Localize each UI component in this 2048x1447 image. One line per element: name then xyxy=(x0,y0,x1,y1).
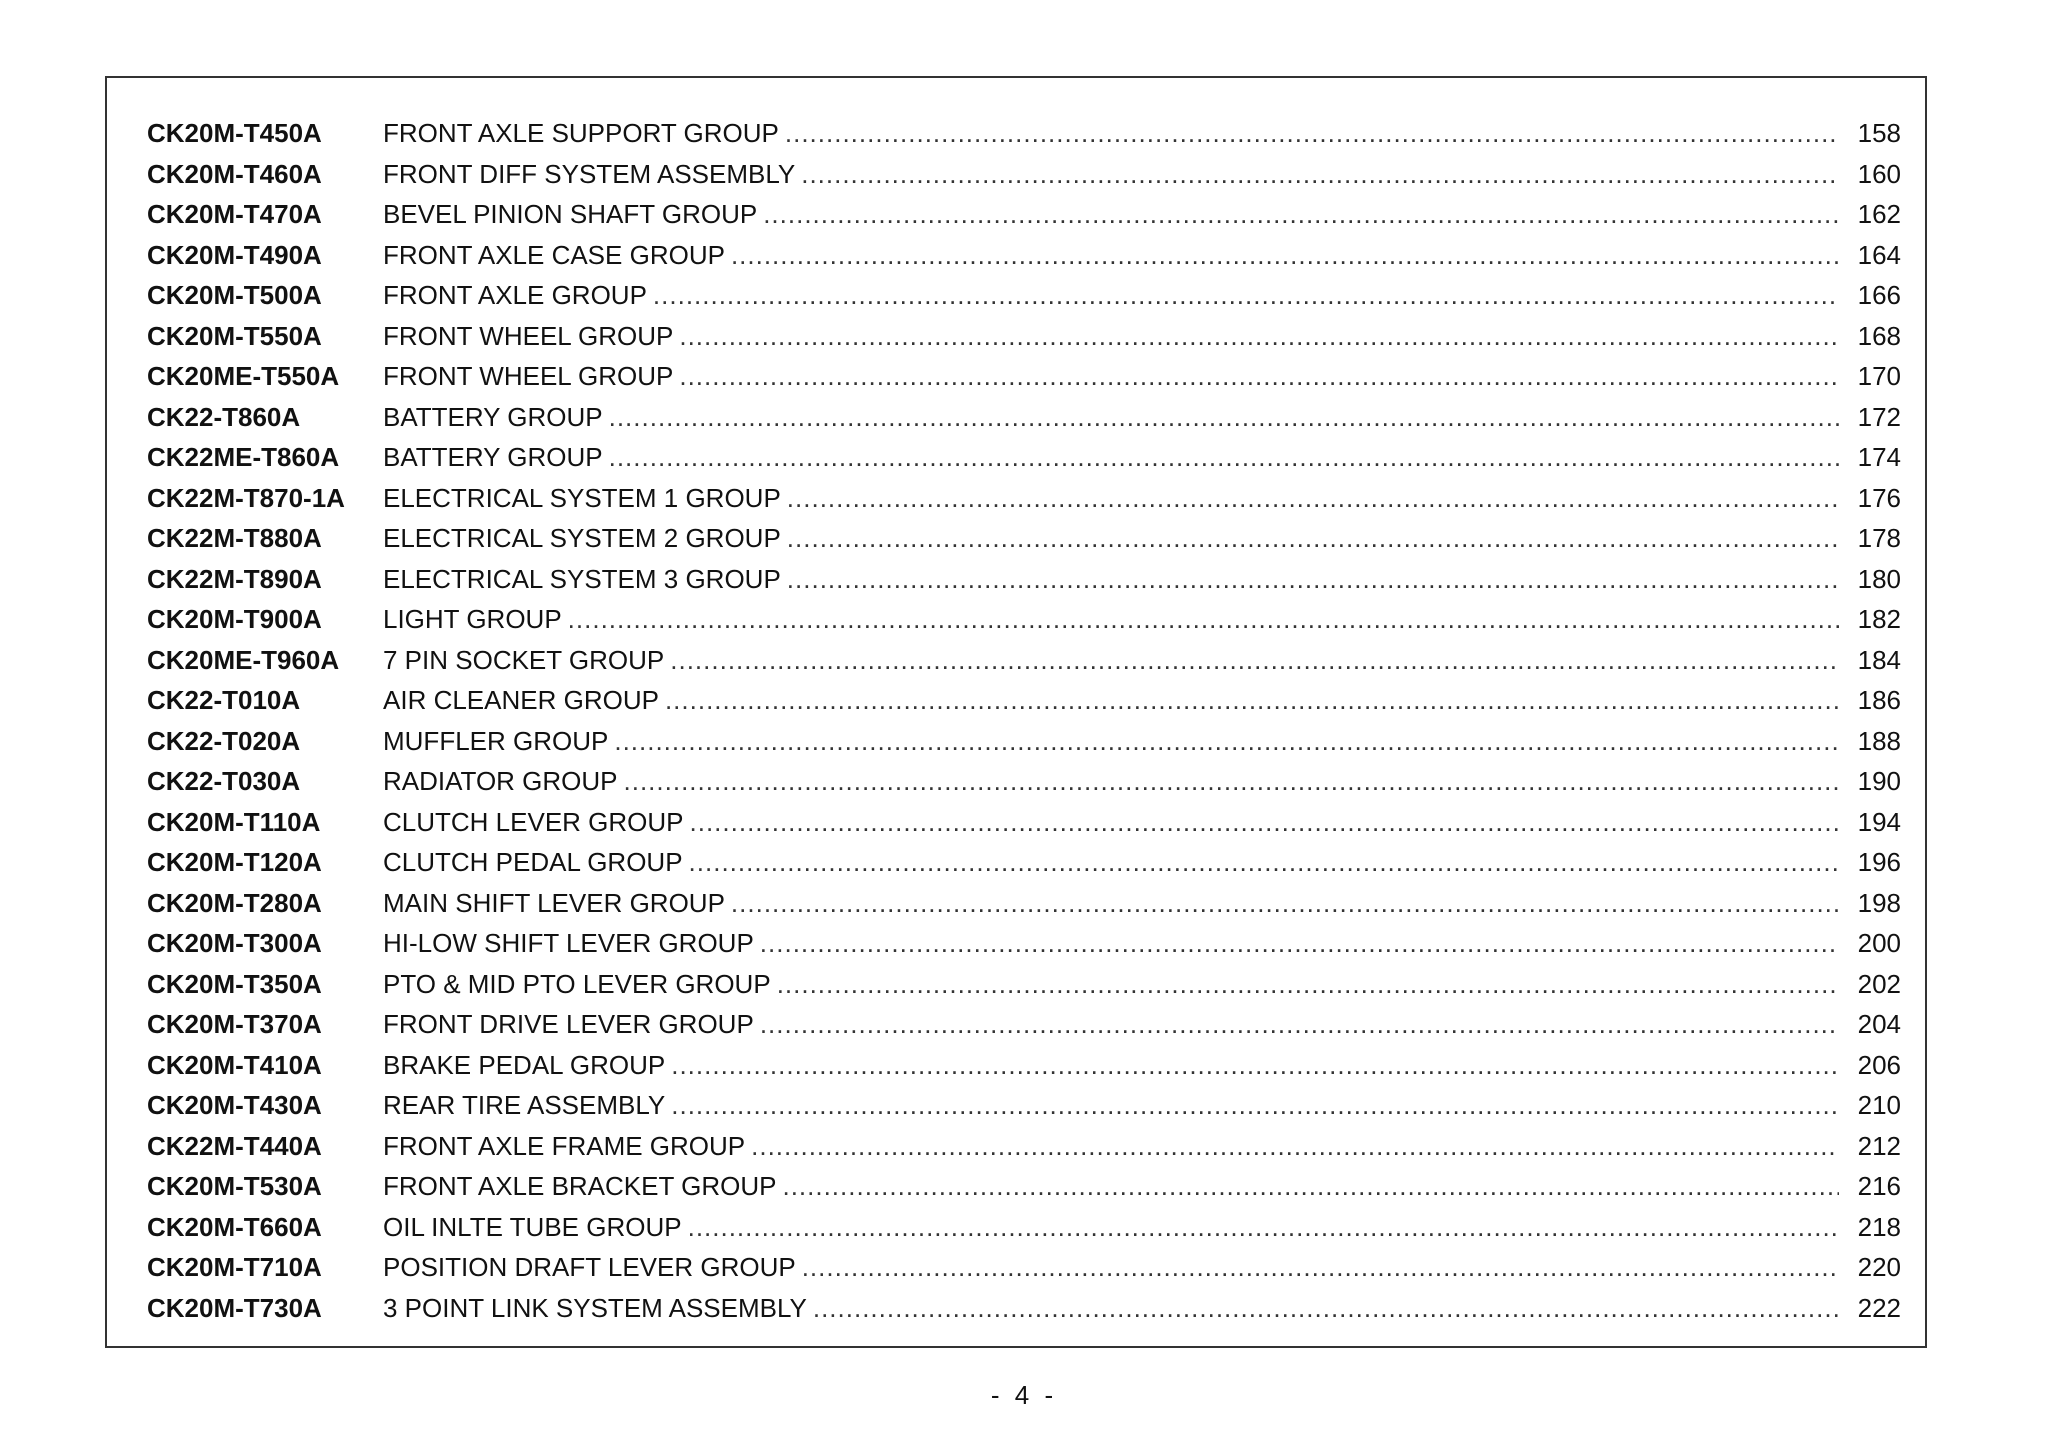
toc-entry[interactable] xyxy=(147,113,1901,154)
dot-leader xyxy=(813,1288,1839,1329)
toc-entry-page: 180 xyxy=(1857,563,1901,594)
toc-entry[interactable] xyxy=(147,1247,1901,1288)
toc-entry-page: 184 xyxy=(1857,644,1901,675)
toc-entry[interactable] xyxy=(147,883,1901,924)
dot-leader xyxy=(787,518,1839,559)
dot-leader xyxy=(688,1207,1839,1248)
dot-leader xyxy=(670,640,1839,681)
toc-entry-page: 204 xyxy=(1857,1009,1901,1039)
toc-entry-title: 3 POINT LINK SYSTEM ASSEMBLY xyxy=(383,1292,807,1323)
toc-entry-title: BATTERY GROUP xyxy=(383,442,603,472)
dot-leader xyxy=(760,1004,1839,1045)
toc-entry-code: CK20M-T490A xyxy=(147,239,322,270)
toc-entry-title: CLUTCH LEVER GROUP xyxy=(383,806,684,837)
toc-entry-title: BATTERY GROUP xyxy=(383,401,603,432)
dot-leader xyxy=(653,275,1839,316)
dot-leader xyxy=(802,1247,1839,1288)
toc-entry-title: FRONT AXLE FRAME GROUP xyxy=(383,1130,746,1161)
toc-entry-code: CK20M-T370A xyxy=(147,1009,322,1039)
page-number: - 4 - xyxy=(990,1380,1058,1410)
toc-entry[interactable] xyxy=(147,356,1901,397)
toc-entry-page: 172 xyxy=(1857,401,1901,432)
dot-leader xyxy=(785,113,1839,154)
toc-entry-page: 216 xyxy=(1857,1171,1901,1201)
toc-entry-title: FRONT AXLE CASE GROUP xyxy=(383,239,725,270)
toc-entry-page: 160 xyxy=(1857,158,1901,189)
toc-entry-code: CK22M-T880A xyxy=(147,523,322,553)
toc-entry[interactable] xyxy=(147,235,1901,276)
toc-entry-title: FRONT AXLE SUPPORT GROUP xyxy=(383,118,779,148)
toc-entry-title: CLUTCH PEDAL GROUP xyxy=(383,847,683,877)
dot-leader xyxy=(671,1045,1839,1086)
toc-entry-code: CK20M-T350A xyxy=(147,968,322,999)
toc-entry-title: POSITION DRAFT LEVER GROUP xyxy=(383,1252,796,1282)
toc-entry-code: CK20M-T280A xyxy=(147,887,322,918)
dot-leader xyxy=(731,235,1839,276)
toc-entry-code: CK22M-T440A xyxy=(147,1130,322,1161)
dot-leader xyxy=(665,680,1839,721)
toc-entry-code: CK20M-T110A xyxy=(147,806,321,837)
toc-entry-title: AIR CLEANER GROUP xyxy=(383,685,659,715)
dot-leader xyxy=(609,437,1839,478)
toc-entry-page: 182 xyxy=(1857,604,1901,634)
toc-entry-title: FRONT WHEEL GROUP xyxy=(383,361,674,391)
toc-entry[interactable] xyxy=(147,1166,1901,1207)
toc-entry-page: 158 xyxy=(1857,118,1901,148)
toc-entry[interactable] xyxy=(147,1288,1901,1329)
toc-entry-page: 190 xyxy=(1857,766,1901,796)
dot-leader xyxy=(624,761,1839,802)
toc-entry-title: REAR TIRE ASSEMBLY xyxy=(383,1090,666,1120)
toc-entry-code: CK20M-T410A xyxy=(147,1049,322,1080)
toc-entry-code: CK20M-T710A xyxy=(147,1252,322,1282)
toc-entry[interactable] xyxy=(147,559,1901,600)
toc-entry-page: 202 xyxy=(1857,968,1901,999)
toc-entry-title: ELECTRICAL SYSTEM 3 GROUP xyxy=(383,563,781,594)
toc-entry-page: 186 xyxy=(1857,685,1901,715)
toc-entry-title: FRONT AXLE BRACKET GROUP xyxy=(383,1171,777,1201)
toc-entry-title: FRONT DIFF SYSTEM ASSEMBLY xyxy=(383,158,796,189)
toc-entry[interactable] xyxy=(147,1126,1901,1167)
toc-entry-title: FRONT WHEEL GROUP xyxy=(383,320,674,351)
toc-entry[interactable] xyxy=(147,761,1901,802)
dot-leader xyxy=(568,599,1839,640)
dot-leader xyxy=(801,154,1839,195)
dot-leader xyxy=(782,1166,1839,1207)
toc-entry-page: 164 xyxy=(1857,239,1901,270)
toc-entry-title: BEVEL PINION SHAFT GROUP xyxy=(383,199,758,229)
toc-entry-code: CK20M-T660A xyxy=(147,1211,322,1242)
toc-entry-code: CK22M-T890A xyxy=(147,563,322,594)
toc-entry-title: ELECTRICAL SYSTEM 1 GROUP xyxy=(383,482,781,513)
toc-entry-code: CK22M-T870-1A xyxy=(147,482,345,513)
toc-entry-code: CK22ME-T860A xyxy=(147,442,340,472)
dot-leader xyxy=(689,842,1839,883)
toc-entry-page: 170 xyxy=(1857,361,1901,391)
dot-leader xyxy=(787,559,1839,600)
dot-leader xyxy=(690,802,1840,843)
toc-entry-page: 220 xyxy=(1857,1252,1901,1282)
toc-entry-title: BRAKE PEDAL GROUP xyxy=(383,1049,666,1080)
toc-entry-page: 222 xyxy=(1857,1292,1901,1323)
toc-entry-code: CK20M-T470A xyxy=(147,199,322,229)
dot-leader xyxy=(777,964,1839,1005)
toc-entry[interactable] xyxy=(147,397,1901,438)
toc-entry-page: 178 xyxy=(1857,523,1901,553)
toc-entry-title: PTO & MID PTO LEVER GROUP xyxy=(383,968,771,999)
dot-leader xyxy=(679,316,1839,357)
dot-leader xyxy=(763,194,1839,235)
toc-list xyxy=(147,113,1901,1328)
dot-leader xyxy=(679,356,1839,397)
toc-entry-page: 218 xyxy=(1857,1211,1901,1242)
toc-entry-title: 7 PIN SOCKET GROUP xyxy=(383,644,665,675)
toc-entry-code: CK20M-T120A xyxy=(147,847,322,877)
toc-entry-page: 166 xyxy=(1857,280,1901,310)
toc-entry-page: 200 xyxy=(1857,928,1901,958)
toc-frame xyxy=(105,76,1927,1348)
toc-entry-page: 206 xyxy=(1857,1049,1901,1080)
toc-entry[interactable] xyxy=(147,599,1901,640)
toc-entry-page: 194 xyxy=(1857,806,1901,837)
toc-entry[interactable] xyxy=(147,1004,1901,1045)
toc-entry-code: CK20ME-T960A xyxy=(147,644,340,675)
toc-entry-title: FRONT AXLE GROUP xyxy=(383,280,647,310)
toc-entry-code: CK20ME-T550A xyxy=(147,361,340,391)
toc-entry-code: CK22-T010A xyxy=(147,685,301,715)
toc-entry-code: CK20M-T500A xyxy=(147,280,322,310)
toc-entry-page: 198 xyxy=(1857,887,1901,918)
toc-entry-code: CK20M-T300A xyxy=(147,928,322,958)
toc-entry-page: 210 xyxy=(1857,1090,1901,1120)
dot-leader xyxy=(609,397,1839,438)
toc-entry[interactable] xyxy=(147,194,1901,235)
dot-leader xyxy=(731,883,1839,924)
toc-entry-code: CK22-T860A xyxy=(147,401,301,432)
toc-entry-code: CK20M-T430A xyxy=(147,1090,322,1120)
toc-entry[interactable] xyxy=(147,802,1901,843)
toc-entry-code: CK22-T020A xyxy=(147,725,301,756)
toc-entry-code: CK22-T030A xyxy=(147,766,301,796)
toc-entry-code: CK20M-T450A xyxy=(147,118,322,148)
toc-entry-title: ELECTRICAL SYSTEM 2 GROUP xyxy=(383,523,781,553)
toc-entry[interactable] xyxy=(147,478,1901,519)
toc-entry[interactable] xyxy=(147,275,1901,316)
dot-leader xyxy=(760,923,1839,964)
toc-entry[interactable] xyxy=(147,1207,1901,1248)
dot-leader xyxy=(614,721,1839,762)
toc-entry-page: 162 xyxy=(1857,199,1901,229)
toc-entry-page: 168 xyxy=(1857,320,1901,351)
toc-entry-page: 212 xyxy=(1857,1130,1901,1161)
toc-entry[interactable] xyxy=(147,923,1901,964)
toc-entry-page: 176 xyxy=(1857,482,1901,513)
toc-entry[interactable] xyxy=(147,842,1901,883)
toc-entry-title: HI-LOW SHIFT LEVER GROUP xyxy=(383,928,754,958)
toc-entry-title: FRONT DRIVE LEVER GROUP xyxy=(383,1009,754,1039)
dot-leader xyxy=(787,478,1839,519)
toc-entry[interactable] xyxy=(147,437,1901,478)
dot-leader xyxy=(671,1085,1839,1126)
toc-entry-page: 196 xyxy=(1857,847,1901,877)
toc-entry-code: CK20M-T530A xyxy=(147,1171,322,1201)
toc-entry[interactable] xyxy=(147,640,1901,681)
toc-entry-page: 174 xyxy=(1857,442,1901,472)
toc-entry[interactable] xyxy=(147,721,1901,762)
toc-entry-code: CK20M-T460A xyxy=(147,158,322,189)
dot-leader xyxy=(751,1126,1839,1167)
toc-entry-code: CK20M-T730A xyxy=(147,1292,322,1323)
toc-entry-title: MUFFLER GROUP xyxy=(383,725,609,756)
toc-entry-code: CK20M-T550A xyxy=(147,320,322,351)
toc-entry-title: MAIN SHIFT LEVER GROUP xyxy=(383,887,725,918)
toc-entry-title: LIGHT GROUP xyxy=(383,604,562,634)
toc-entry-page: 188 xyxy=(1857,725,1901,756)
toc-entry[interactable] xyxy=(147,1085,1901,1126)
toc-entry[interactable] xyxy=(147,316,1901,357)
toc-entry[interactable] xyxy=(147,964,1901,1005)
toc-entry[interactable] xyxy=(147,1045,1901,1086)
toc-entry-title: RADIATOR GROUP xyxy=(383,766,618,796)
toc-entry[interactable] xyxy=(147,154,1901,195)
toc-entry[interactable] xyxy=(147,518,1901,559)
toc-entry[interactable] xyxy=(147,680,1901,721)
toc-entry-code: CK20M-T900A xyxy=(147,604,322,634)
toc-entry-title: OIL INLTE TUBE GROUP xyxy=(383,1211,682,1242)
